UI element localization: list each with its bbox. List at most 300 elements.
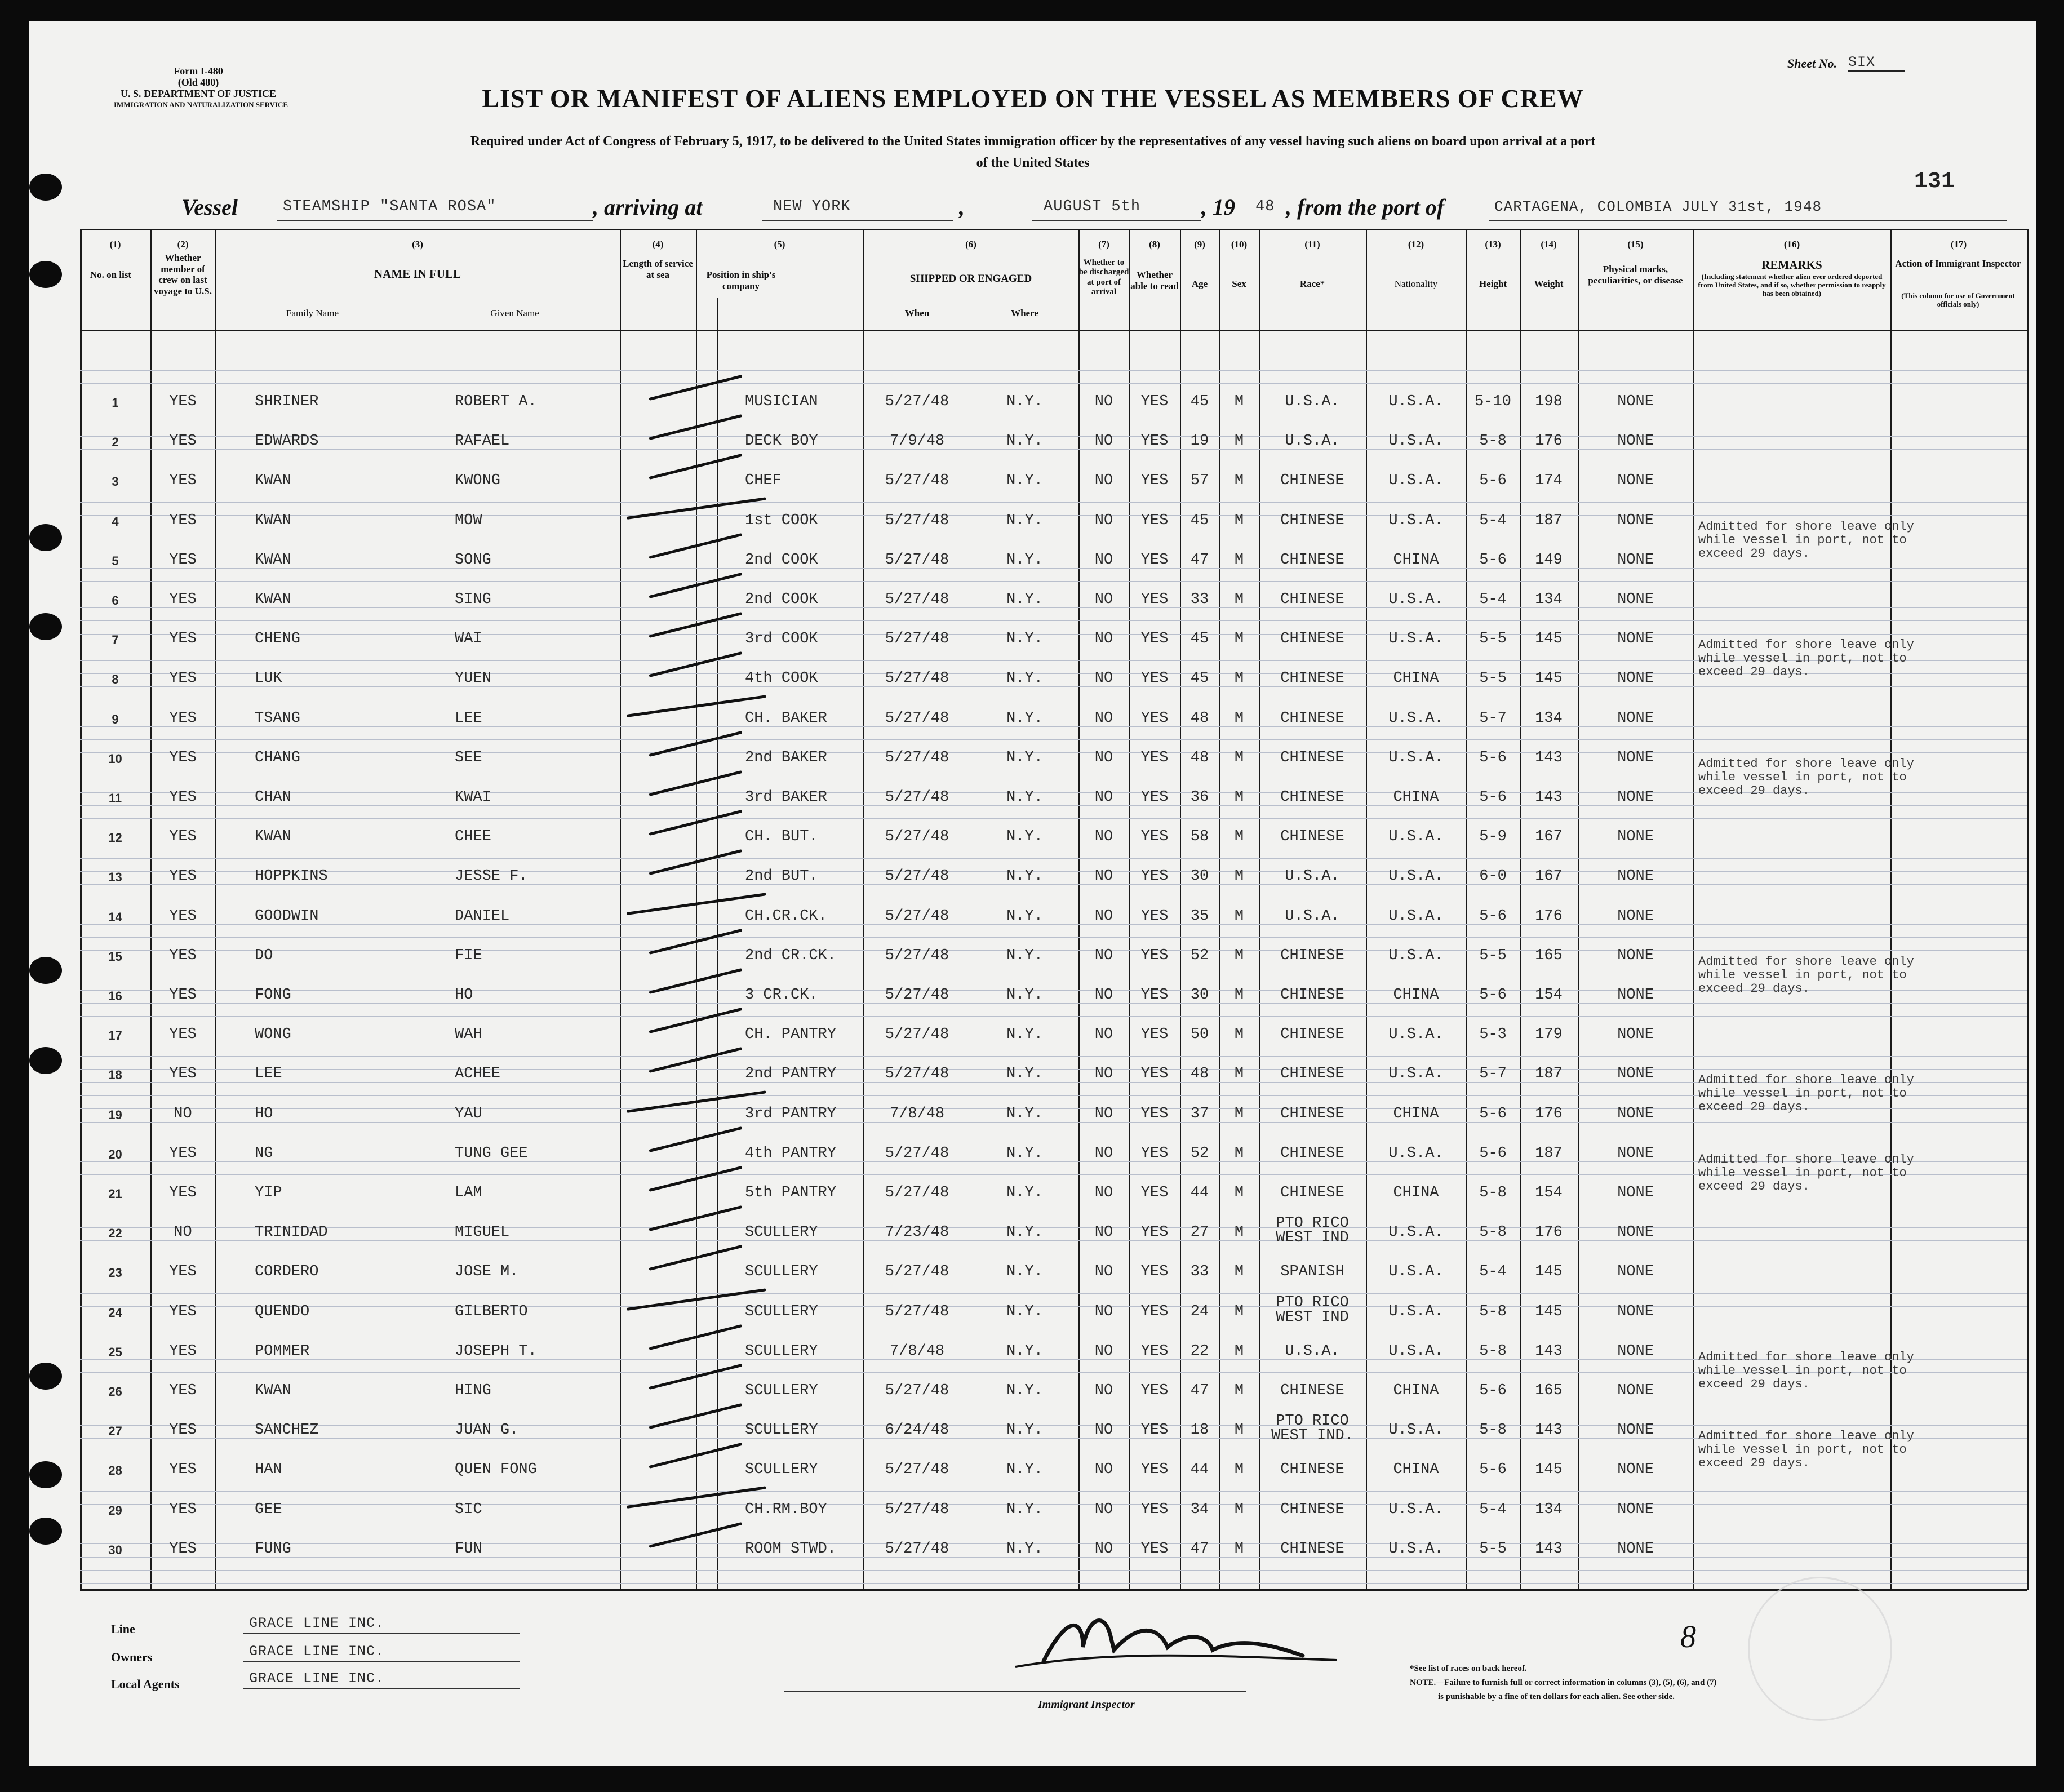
cell-when: 5/27/48	[885, 393, 949, 410]
header-discharged: Whether to be discharged at port of arrival	[1078, 258, 1129, 296]
cell-age: 33	[1190, 1263, 1209, 1281]
cell-when: 5/27/48	[885, 749, 949, 766]
cell-sex: M	[1234, 1185, 1244, 1201]
footer-note-races: *See list of races on back hereof.	[1410, 1664, 1527, 1673]
cell-read: YES	[1140, 789, 1169, 806]
cell-family: HOPPKINS	[255, 868, 328, 885]
binder-hole	[29, 174, 62, 201]
form-old-number: (Old 480)	[177, 77, 219, 88]
cell-height: 5-7	[1479, 709, 1507, 727]
cell-read: YES	[1140, 1422, 1169, 1439]
cell-age: 48	[1190, 709, 1209, 727]
cell-no: 30	[108, 1542, 122, 1557]
cell-discharged: NO	[1094, 1422, 1113, 1439]
cell-sex: M	[1234, 947, 1244, 964]
cell-read: YES	[1140, 947, 1169, 964]
binder-hole	[29, 957, 62, 984]
cell-race: U.S.A.	[1285, 393, 1340, 410]
cell-read: YES	[1140, 1303, 1169, 1320]
inspector-underline	[784, 1691, 1246, 1692]
cell-no: 29	[108, 1503, 122, 1518]
cell-read: YES	[1140, 393, 1169, 410]
cell-race: PTO RICO	[1276, 1215, 1349, 1232]
cell-physical: NONE	[1617, 1105, 1654, 1123]
cell-where: N.Y.	[1006, 1066, 1043, 1083]
cell-age: 47	[1190, 551, 1209, 569]
column-number: (17)	[1950, 239, 1967, 250]
cell-when: 7/8/48	[889, 1342, 945, 1360]
cell-where: N.Y.	[1006, 1185, 1043, 1201]
column-number: (11)	[1304, 239, 1320, 250]
cell-member: YES	[169, 631, 197, 648]
arriving-underline	[762, 220, 953, 221]
cell-given: GILBERTO	[455, 1303, 528, 1320]
cell-where: N.Y.	[1006, 1303, 1043, 1320]
cell-where: N.Y.	[1006, 1026, 1043, 1044]
cell-nationality: U.S.A.	[1388, 828, 1444, 846]
ruled-line	[80, 858, 2027, 859]
cell-no: 22	[108, 1226, 122, 1241]
cell-age: 30	[1190, 868, 1209, 885]
cell-family: LUK	[255, 670, 282, 687]
cell-weight: 145	[1535, 1303, 1563, 1320]
cell-sex: M	[1234, 1501, 1244, 1518]
cell-age: 34	[1190, 1501, 1209, 1518]
cell-family: GEE	[255, 1501, 282, 1518]
embossed-seal	[1748, 1577, 1892, 1721]
cell-position: MUSICIAN	[745, 393, 818, 410]
cell-race: U.S.A.	[1285, 433, 1340, 450]
cell-race-line2: WEST IND	[1276, 1308, 1349, 1326]
cell-height: 5-3	[1479, 1026, 1507, 1044]
cell-no: 13	[108, 870, 122, 885]
cell-member: YES	[169, 749, 197, 766]
cell-height: 5-8	[1479, 1224, 1507, 1241]
cell-read: YES	[1140, 907, 1169, 925]
cell-age: 50	[1190, 1026, 1209, 1044]
cell-position: 2nd BUT.	[745, 868, 818, 885]
family-given-divider	[717, 298, 718, 1589]
cell-family: SANCHEZ	[255, 1422, 319, 1439]
cell-physical: NONE	[1617, 670, 1654, 687]
cell-age: 45	[1190, 670, 1209, 687]
cell-discharged: NO	[1094, 868, 1113, 885]
cell-physical: NONE	[1617, 1066, 1654, 1083]
cell-nationality: U.S.A.	[1388, 433, 1444, 450]
cell-physical: NONE	[1617, 1461, 1654, 1479]
cell-sex: M	[1234, 670, 1244, 687]
cell-position: 2nd BAKER	[745, 749, 827, 766]
cell-when: 5/27/48	[885, 828, 949, 846]
form-department: U. S. DEPARTMENT OF JUSTICE	[120, 88, 277, 99]
cell-family: KWAN	[255, 472, 291, 490]
cell-member: YES	[169, 907, 197, 925]
cell-physical: NONE	[1617, 1540, 1654, 1558]
cell-race: CHINESE	[1280, 1145, 1344, 1162]
cell-age: 45	[1190, 393, 1209, 410]
cell-height: 5-6	[1479, 749, 1507, 766]
cell-position: 1st COOK	[745, 512, 818, 529]
cell-height: 5-6	[1479, 987, 1507, 1004]
cell-family: POMMER	[255, 1342, 310, 1360]
cell-read: YES	[1140, 670, 1169, 687]
ruled-line	[80, 739, 2027, 740]
cell-age: 27	[1190, 1224, 1209, 1241]
cell-weight: 134	[1535, 591, 1563, 608]
cell-sex: M	[1234, 1540, 1244, 1558]
vessel-label: Vessel	[181, 194, 238, 220]
cell-when: 5/27/48	[885, 868, 949, 885]
cell-discharged: NO	[1094, 393, 1113, 410]
cell-weight: 154	[1535, 1185, 1563, 1201]
cell-given: YUEN	[455, 670, 491, 687]
ruled-line	[80, 370, 2027, 371]
cell-read: YES	[1140, 551, 1169, 569]
cell-family: EDWARDS	[255, 433, 319, 450]
cell-weight: 145	[1535, 1461, 1563, 1479]
cell-given: JESSE F.	[455, 868, 528, 885]
form-number: Form I-480	[174, 65, 223, 77]
cell-nationality: U.S.A.	[1388, 393, 1444, 410]
cell-weight: 145	[1535, 631, 1563, 648]
cell-where: N.Y.	[1006, 868, 1043, 885]
remark-shore-leave: Admitted for shore leave only while vessel in port, not to exceed 29 days.	[1698, 756, 1914, 798]
cell-position: DECK BOY	[745, 433, 818, 450]
cell-sex: M	[1234, 1026, 1244, 1044]
cell-no: 21	[108, 1187, 122, 1201]
cell-no: 6	[112, 593, 119, 607]
arrival-date: AUGUST 5th	[1044, 198, 1141, 215]
cell-member: YES	[169, 1540, 197, 1558]
cell-position: 3rd COOK	[745, 631, 818, 648]
cell-race: CHINESE	[1280, 512, 1344, 529]
cell-member: YES	[169, 433, 197, 450]
arriving-port: NEW YORK	[773, 198, 851, 215]
binder-hole	[29, 613, 62, 640]
column-number: (1)	[109, 239, 121, 250]
cell-sex: M	[1234, 1342, 1244, 1360]
cell-sex: M	[1234, 591, 1244, 608]
cell-physical: NONE	[1617, 591, 1654, 608]
cell-nationality: CHINA	[1393, 1461, 1439, 1479]
header-given-name: Given Name	[490, 308, 539, 318]
cell-nationality: U.S.A.	[1388, 631, 1444, 648]
cell-when: 5/27/48	[885, 1382, 949, 1399]
cell-physical: NONE	[1617, 947, 1654, 964]
cell-read: YES	[1140, 1540, 1169, 1558]
cell-read: YES	[1140, 1382, 1169, 1399]
cell-height: 5-6	[1479, 551, 1507, 569]
cell-position: ROOM STWD.	[745, 1540, 837, 1558]
cell-height: 5-5	[1479, 1540, 1507, 1558]
cell-where: N.Y.	[1006, 828, 1043, 846]
header-read: Whether able to read	[1130, 269, 1179, 291]
cell-member: YES	[169, 1382, 197, 1399]
departure-port: CARTAGENA, COLOMBIA JULY 31st, 1948	[1494, 198, 1822, 215]
cell-where: N.Y.	[1006, 1382, 1043, 1399]
cell-discharged: NO	[1094, 1026, 1113, 1044]
cell-no: 2	[112, 435, 119, 450]
cell-where: N.Y.	[1006, 1422, 1043, 1439]
cell-given: HING	[455, 1382, 491, 1399]
cell-no: 27	[108, 1424, 122, 1439]
header-bottom-border	[80, 330, 2027, 331]
cell-height: 5-7	[1479, 1066, 1507, 1083]
cell-discharged: NO	[1094, 1145, 1113, 1162]
cell-read: YES	[1140, 631, 1169, 648]
cell-family: CHENG	[255, 631, 301, 648]
table-bottom-border	[80, 1589, 2027, 1591]
cell-position: SCULLERY	[745, 1382, 818, 1399]
cell-read: YES	[1140, 828, 1169, 846]
cell-where: N.Y.	[1006, 433, 1043, 450]
sheet-label: Sheet No.	[1787, 56, 1837, 70]
cell-race: CHINESE	[1280, 591, 1344, 608]
cell-when: 5/27/48	[885, 987, 949, 1004]
cell-when: 5/27/48	[885, 551, 949, 569]
cell-height: 5-10	[1475, 393, 1511, 410]
cell-discharged: NO	[1094, 1066, 1113, 1083]
cell-member: YES	[169, 828, 197, 846]
cell-when: 5/27/48	[885, 1461, 949, 1479]
ruled-line	[80, 1491, 2027, 1492]
cell-position: 3rd BAKER	[745, 789, 827, 806]
cell-nationality: U.S.A.	[1388, 1263, 1444, 1281]
cell-race-line2: WEST IND	[1276, 1230, 1349, 1247]
cell-member: YES	[169, 709, 197, 727]
cell-read: YES	[1140, 591, 1169, 608]
cell-member: YES	[169, 472, 197, 490]
cell-no: 26	[108, 1385, 122, 1399]
cell-member: YES	[169, 1185, 197, 1201]
cell-position: CH.CR.CK.	[745, 907, 827, 925]
cell-position: SCULLERY	[745, 1263, 818, 1281]
cell-physical: NONE	[1617, 551, 1654, 569]
cell-member: YES	[169, 1303, 197, 1320]
cell-sex: M	[1234, 512, 1244, 529]
footer-owners-underline	[243, 1661, 520, 1662]
header-age: Age	[1191, 278, 1208, 289]
cell-nationality: U.S.A.	[1388, 1540, 1444, 1558]
cell-height: 5-6	[1479, 472, 1507, 490]
ruled-line	[80, 818, 2027, 819]
cell-discharged: NO	[1094, 631, 1113, 648]
cell-no: 28	[108, 1463, 122, 1478]
cell-when: 5/27/48	[885, 1145, 949, 1162]
cell-when: 6/24/48	[885, 1422, 949, 1439]
cell-discharged: NO	[1094, 551, 1113, 569]
cell-physical: NONE	[1617, 987, 1654, 1004]
cell-discharged: NO	[1094, 947, 1113, 964]
cell-discharged: NO	[1094, 1185, 1113, 1201]
cell-read: YES	[1140, 1105, 1169, 1123]
cell-when: 5/27/48	[885, 789, 949, 806]
ruled-line	[80, 581, 2027, 582]
cell-position: 2nd COOK	[745, 551, 818, 569]
cell-given: WAI	[455, 631, 482, 648]
cell-age: 48	[1190, 1066, 1209, 1083]
cell-read: YES	[1140, 1461, 1169, 1479]
cell-race: CHINESE	[1280, 947, 1344, 964]
cell-read: YES	[1140, 1342, 1169, 1360]
remark-shore-leave: Admitted for shore leave only while vessel in port, not to exceed 29 days.	[1698, 638, 1914, 680]
cell-height: 5-8	[1479, 1342, 1507, 1360]
cell-when: 5/27/48	[885, 1066, 949, 1083]
cell-height: 5-6	[1479, 1105, 1507, 1123]
cell-given: MIGUEL	[455, 1224, 510, 1241]
cell-height: 5-5	[1479, 947, 1507, 964]
column-number: (6)	[965, 239, 976, 250]
cell-weight: 174	[1535, 472, 1563, 490]
cell-sex: M	[1234, 631, 1244, 648]
cell-age: 19	[1190, 433, 1209, 450]
page-number: 131	[1914, 169, 1955, 194]
cell-physical: NONE	[1617, 868, 1654, 885]
header-action-sub: (This column for use of Government officials only)	[1901, 291, 2015, 308]
cell-no: 3	[112, 474, 119, 489]
ruled-line	[80, 1583, 2027, 1584]
form-service: IMMIGRATION AND NATURALIZATION SERVICE	[114, 100, 288, 109]
cell-weight: 167	[1535, 868, 1563, 885]
cell-weight: 143	[1535, 749, 1563, 766]
cell-position: SCULLERY	[745, 1303, 818, 1320]
cell-family: DO	[255, 947, 273, 964]
cell-discharged: NO	[1094, 670, 1113, 687]
cell-height: 5-4	[1479, 591, 1507, 608]
cell-given: JOSEPH T.	[455, 1342, 537, 1360]
cell-family: KWAN	[255, 512, 291, 529]
cell-read: YES	[1140, 987, 1169, 1004]
cell-discharged: NO	[1094, 1540, 1113, 1558]
cell-age: 18	[1190, 1422, 1209, 1439]
column-number: (8)	[1149, 239, 1160, 250]
cell-weight: 143	[1535, 1540, 1563, 1558]
cell-position: CH. PANTRY	[745, 1026, 837, 1044]
cell-sex: M	[1234, 1105, 1244, 1123]
cell-discharged: NO	[1094, 512, 1113, 529]
cell-age: 45	[1190, 512, 1209, 529]
cell-weight: 149	[1535, 551, 1563, 569]
cell-discharged: NO	[1094, 1303, 1113, 1320]
cell-race: U.S.A.	[1285, 868, 1340, 885]
cell-physical: NONE	[1617, 1422, 1654, 1439]
remark-shore-leave: Admitted for shore leave only while vessel in port, not to exceed 29 days.	[1698, 954, 1914, 996]
cell-when: 5/27/48	[885, 631, 949, 648]
cell-given: MOW	[455, 512, 482, 529]
cell-read: YES	[1140, 1224, 1169, 1241]
cell-member: YES	[169, 512, 197, 529]
cell-member: YES	[169, 591, 197, 608]
cell-discharged: NO	[1094, 433, 1113, 450]
footer-agents-underline	[243, 1688, 520, 1689]
cell-position: 4th PANTRY	[745, 1145, 837, 1162]
cell-where: N.Y.	[1006, 1105, 1043, 1123]
cell-race: SPANISH	[1280, 1263, 1344, 1281]
cell-age: 47	[1190, 1540, 1209, 1558]
cell-read: YES	[1140, 472, 1169, 490]
header-race: Race*	[1299, 278, 1325, 289]
header-weight: Weight	[1534, 278, 1564, 289]
cell-when: 5/27/48	[885, 947, 949, 964]
remark-shore-leave: Admitted for shore leave only while vessel in port, not to exceed 29 days.	[1698, 1073, 1914, 1115]
header-shipped: SHIPPED OR ENGAGED	[909, 273, 1032, 285]
cell-weight: 143	[1535, 1342, 1563, 1360]
footer-agents-value: GRACE LINE INC.	[249, 1670, 385, 1687]
remark-shore-leave: Admitted for shore leave only while vessel in port, not to exceed 29 days.	[1698, 1350, 1914, 1391]
cell-family: TSANG	[255, 709, 301, 727]
cell-family: YIP	[255, 1185, 282, 1201]
cell-member: YES	[169, 789, 197, 806]
cell-member: YES	[169, 1461, 197, 1479]
cell-read: YES	[1140, 1026, 1169, 1044]
footer-note-penalty-cont: is punishable by a fine of ten dollars for each alien. See other side.	[1438, 1692, 1675, 1701]
cell-where: N.Y.	[1006, 1501, 1043, 1518]
cell-physical: NONE	[1617, 472, 1654, 490]
cell-height: 5-6	[1479, 1382, 1507, 1399]
cell-discharged: NO	[1094, 828, 1113, 846]
vessel-underline	[277, 220, 593, 221]
cell-nationality: CHINA	[1393, 987, 1439, 1004]
handwritten-number: 8	[1680, 1620, 1696, 1655]
cell-member: NO	[174, 1224, 192, 1241]
binder-hole	[29, 1363, 62, 1390]
cell-position: 3rd PANTRY	[745, 1105, 837, 1123]
cell-no: 23	[108, 1266, 122, 1280]
cell-race: U.S.A.	[1285, 1342, 1340, 1360]
cell-sex: M	[1234, 1263, 1244, 1281]
cell-no: 14	[108, 910, 122, 924]
cell-where: N.Y.	[1006, 907, 1043, 925]
cell-family: QUENDO	[255, 1303, 310, 1320]
cell-given: KWONG	[455, 472, 501, 490]
cell-no: 9	[112, 712, 119, 726]
cell-age: 57	[1190, 472, 1209, 490]
cell-sex: M	[1234, 1066, 1244, 1083]
cell-height: 5-4	[1479, 1263, 1507, 1281]
cell-race: CHINESE	[1280, 1026, 1344, 1044]
vessel-name: STEAMSHIP "SANTA ROSA"	[283, 198, 496, 215]
cell-physical: NONE	[1617, 1263, 1654, 1281]
cell-given: TUNG GEE	[455, 1145, 528, 1162]
cell-weight: 134	[1535, 709, 1563, 727]
cell-family: TRINIDAD	[255, 1224, 328, 1241]
cell-when: 5/27/48	[885, 709, 949, 727]
footer-agents-label: Local Agents	[111, 1677, 180, 1691]
cell-given: SIC	[455, 1501, 482, 1518]
remark-shore-leave: Admitted for shore leave only while vessel in port, not to exceed 29 days.	[1698, 1429, 1914, 1471]
cell-age: 52	[1190, 947, 1209, 964]
cell-when: 7/23/48	[885, 1224, 949, 1241]
cell-nationality: CHINA	[1393, 670, 1439, 687]
cell-weight: 167	[1535, 828, 1563, 846]
cell-member: YES	[169, 987, 197, 1004]
cell-where: N.Y.	[1006, 551, 1043, 569]
cell-weight: 176	[1535, 907, 1563, 925]
cell-given: FUN	[455, 1540, 482, 1558]
header-where: Where	[1011, 308, 1038, 318]
footer-note-penalty: NOTE.—Failure to furnish full or correct information in columns (3), (5), (6), and (7)	[1410, 1678, 1717, 1687]
cell-nationality: U.S.A.	[1388, 947, 1444, 964]
cell-physical: NONE	[1617, 631, 1654, 648]
cell-height: 5-8	[1479, 1185, 1507, 1201]
cell-given: ROBERT A.	[455, 393, 537, 410]
cell-where: N.Y.	[1006, 472, 1043, 490]
cell-nationality: CHINA	[1393, 551, 1439, 569]
cell-nationality: U.S.A.	[1388, 907, 1444, 925]
cell-position: 3 CR.CK.	[745, 987, 818, 1004]
cell-family: KWAN	[255, 1382, 291, 1399]
cell-discharged: NO	[1094, 472, 1113, 490]
